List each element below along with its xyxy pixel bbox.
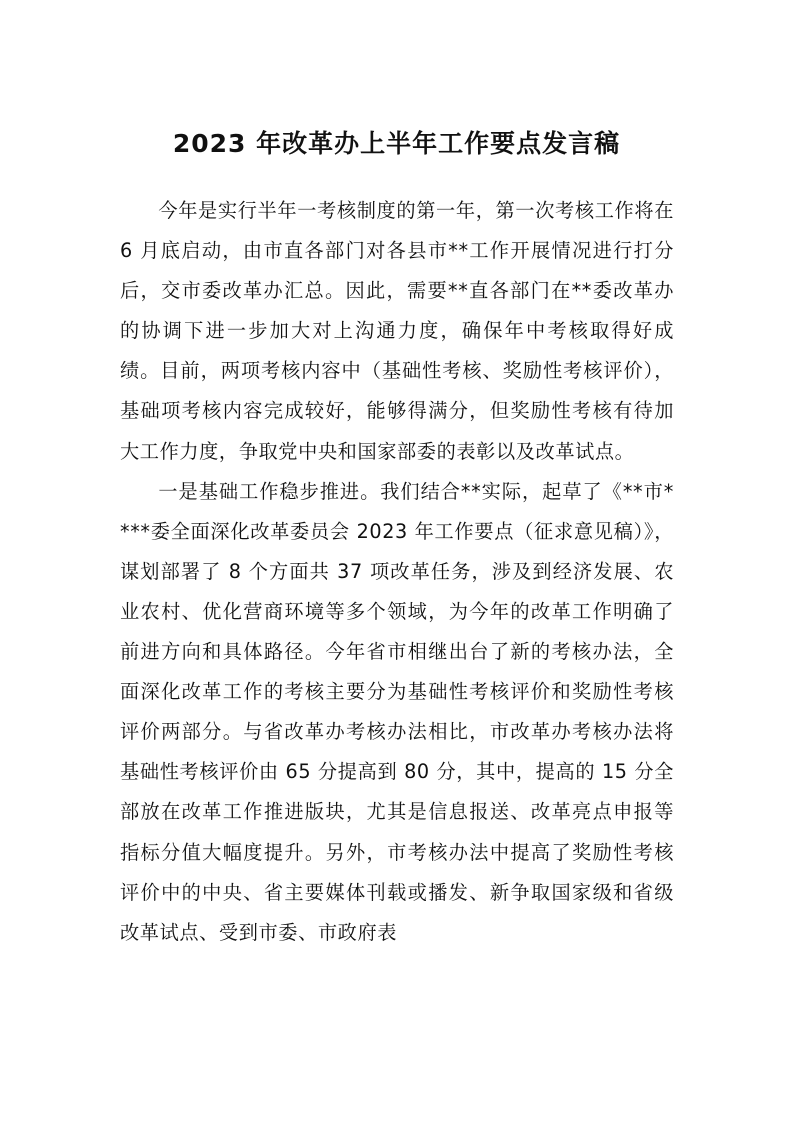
paragraph-intro: 今年是实行半年一考核制度的第一年，第一次考核工作将在 6 月底启动，由市直各部门对各县市**工作开展情况进行打分后，交市委改革办汇总。因此，需要**直各部门在**委改革办的协调下进一步加大对上沟通力度，确保年中考核取得好成绩。目前，两项考核内容中（基础性考核、奖励性考核评价），基础项考核内容完成较好，能够得满分，但奖励性考核有待加大工作力度，争取党中央和国家部委的表彰以及改革试点。: [120, 199, 674, 463]
document-title: 2023 年改革办上半年工作要点发言稿: [172, 129, 621, 158]
paragraph-basic-work: 一是基础工作稳步推进。我们结合**实际，起草了《**市****委全面深化改革委员会 2023 年工作要点（征求意见稿）》，谋划部署了 8 个方面共 37 项改革任务，涉及到经济发展、农业农村、优化营商环境等多个领域，为今年的改革工作明确了前进方向和具体路径。今年省市相继出台了新的考核办法，全面深化改革工作的考核主要分为基础性考核评价和奖励性考核评价两部分。与省改革办考核办法相比，市改革办考核办法将基础性考核评价由 65 分提高到 80 分，其中，提高的 15 分全部放在改革工作推进版块，尤其是信息报送、改革亮点申报等指标分值大幅度提升。另外，市考核办法中提高了奖励性考核评价中的中央、省主要媒体刊载或播发、新争取国家级和省级改革试点、受到市委、市政府表: [120, 479, 674, 944]
document-body: [120, 191, 674, 953]
